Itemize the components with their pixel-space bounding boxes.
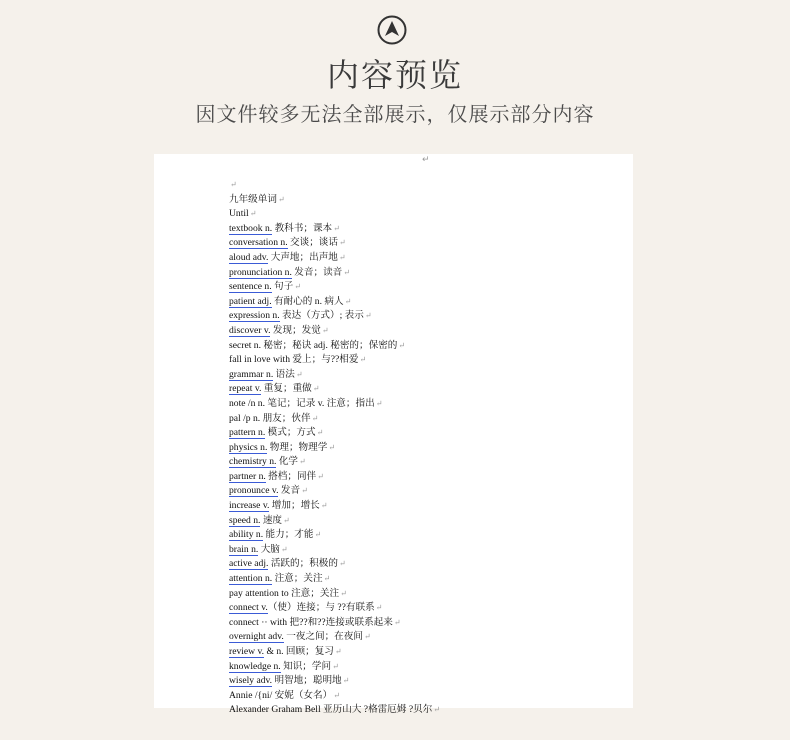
line-definition: 活跃的；积极的 xyxy=(268,558,338,570)
line-definition: 大声地；出声地 xyxy=(268,251,338,263)
line-term: brain n. xyxy=(229,543,259,555)
paragraph-mark: ↵ xyxy=(333,690,340,700)
line-term: textbook n. xyxy=(229,222,273,234)
line-term: physics n. xyxy=(229,441,268,453)
line-definition: 化学 xyxy=(276,456,299,468)
line-definition: 发现；发觉 xyxy=(270,324,321,336)
line-definition: 一夜之间；在夜间 xyxy=(283,631,363,643)
paragraph-mark: ↵ xyxy=(320,501,328,511)
paragraph-mark: ↵ xyxy=(344,296,352,306)
paragraph-mark: ↵ xyxy=(433,705,440,715)
line-term: Annie /{ni/ 安妮（女名） xyxy=(229,689,333,701)
document-line xyxy=(229,470,624,485)
paragraph-mark: ↵ xyxy=(375,398,383,408)
paragraph-mark: ↵ xyxy=(338,252,346,262)
line-definition: 模式；方式 xyxy=(265,427,316,439)
document-line xyxy=(229,630,624,645)
line-definition: （使）连接；与 ??有联系 xyxy=(267,602,375,614)
line-definition: 能力；才能 xyxy=(263,529,314,541)
document-line xyxy=(229,441,624,456)
document-line xyxy=(229,674,624,689)
line-term: partner n. xyxy=(229,470,266,482)
line-term: Until xyxy=(229,208,249,220)
line-definition: 交谈；谈话 xyxy=(287,237,338,249)
document-line xyxy=(229,251,624,266)
line-term: pattern n. xyxy=(229,427,266,439)
line-definition: 增加；增长 xyxy=(269,500,320,512)
paragraph-mark: ↵ xyxy=(332,661,339,671)
document-line xyxy=(229,309,624,324)
document-line xyxy=(229,324,624,339)
line-definition: 注意；关注 xyxy=(272,573,323,585)
document-line xyxy=(229,645,624,660)
line-term: repeat v. xyxy=(229,383,262,395)
document-line xyxy=(229,616,624,631)
line-term: discover v. xyxy=(229,324,271,336)
line-term: Alexander Graham Bell 亚历山大 ?格雷厄姆 ?贝尔 xyxy=(229,704,433,716)
line-term: review v. xyxy=(229,646,265,657)
paragraph-mark: ↵ xyxy=(294,282,301,292)
document-line xyxy=(229,557,624,572)
line-term: pronounce v. xyxy=(229,485,279,497)
line-definition: 表达（方式）; 表示 xyxy=(279,310,364,322)
document-line xyxy=(229,689,624,704)
line-term: ability n. xyxy=(229,529,264,541)
line-definition: 发音 xyxy=(278,485,301,497)
line-definition: 朋友；伙伴 xyxy=(260,412,311,424)
paragraph-mark: ↵ xyxy=(295,369,303,379)
document-line xyxy=(229,601,624,616)
document-line xyxy=(229,703,624,718)
document-line xyxy=(229,236,624,251)
paragraph-mark: ↵ xyxy=(230,180,237,189)
line-term: note /n n. 笔记；记录 v. 注意；指出 xyxy=(229,397,375,409)
document-line xyxy=(229,397,624,412)
paragraph-mark: ↵ xyxy=(323,574,331,584)
paragraph-mark: ↵ xyxy=(342,676,350,686)
paragraph-mark: ↵ xyxy=(321,325,329,335)
paragraph-mark: ↵ xyxy=(328,442,336,452)
document-line xyxy=(229,368,624,383)
line-term: active adj. xyxy=(229,558,269,570)
document-line xyxy=(229,193,624,208)
document-line xyxy=(229,280,624,295)
line-term: sentence n. xyxy=(229,281,272,293)
document-line xyxy=(229,382,624,397)
line-definition: 教科书；课本 xyxy=(272,222,333,234)
paragraph-mark: ↵ xyxy=(314,530,322,540)
logo-icon xyxy=(377,15,407,45)
line-definition: 知识；学问 xyxy=(280,660,332,672)
paragraph-mark: ↵ xyxy=(283,515,290,525)
line-term: speed n. xyxy=(229,514,261,526)
line-term: pal /p n. xyxy=(229,412,261,424)
document-line xyxy=(229,426,624,441)
paragraph-mark: ↵ xyxy=(340,588,347,598)
line-term: attention n. xyxy=(229,573,273,585)
document-line xyxy=(229,295,624,310)
line-definition: 物理；物理学 xyxy=(267,441,328,453)
line-term: connect v. xyxy=(229,602,268,614)
page-title: 内容预览 xyxy=(326,56,463,94)
paragraph-mark: ↵ xyxy=(375,603,383,613)
document-line xyxy=(229,178,624,193)
paragraph-mark: ↵ xyxy=(338,559,346,569)
line-term: grammar n. xyxy=(229,368,274,380)
paragraph-mark: ↵ xyxy=(343,267,350,277)
line-definition: 明智地；聪明地 xyxy=(272,675,342,687)
paragraph-mark: ↵ xyxy=(311,413,319,423)
line-term: pronunciation n. xyxy=(229,266,292,278)
line-term: fall in love with 爱上；与??相爱 xyxy=(229,354,359,366)
line-term: secret n. 秘密；秘诀 adj. 秘密的；保密的 xyxy=(229,339,398,351)
document-line xyxy=(229,412,624,427)
document-line xyxy=(229,572,624,587)
line-term: chemistry n. xyxy=(229,456,277,468)
document-line xyxy=(229,514,624,529)
paragraph-mark: ↵ xyxy=(363,632,371,642)
line-term: aloud adv. xyxy=(229,251,269,263)
document-lines xyxy=(229,178,624,718)
paragraph-mark: ↵ xyxy=(317,471,324,481)
paragraph-mark: ↵ xyxy=(301,486,308,496)
page-subtitle: 因文件较多无法全部展示，仅展示部分内容 xyxy=(195,102,595,126)
paragraph-mark: ↵ xyxy=(333,223,340,233)
line-term: overnight adv. xyxy=(229,631,284,643)
document-line xyxy=(229,484,624,499)
document-line xyxy=(229,353,624,368)
document-line xyxy=(229,455,624,470)
paragraph-mark: ↵ xyxy=(316,428,324,438)
document-line xyxy=(229,207,624,222)
paragraph-mark: ↵ xyxy=(398,340,406,350)
document-line xyxy=(229,499,624,514)
paragraph-mark: ↵ xyxy=(334,647,342,656)
line-term: wisely adv. xyxy=(229,675,273,687)
line-definition: & n. 回顾；复习 xyxy=(264,646,334,657)
document-line xyxy=(229,587,624,602)
paragraph-mark: ↵ xyxy=(299,457,306,467)
line-term: increase v. xyxy=(229,500,270,512)
line-term: connect ·· with 把??和??连接或联系起来 xyxy=(229,616,393,628)
paragraph-mark: ↵ xyxy=(393,617,401,627)
paragraph-mark: ↵ xyxy=(359,355,367,365)
paragraph-mark: ↵ xyxy=(280,544,288,554)
paragraph-mark: ↵ xyxy=(339,238,346,248)
line-term: expression n. xyxy=(229,310,280,322)
line-definition: 句子 xyxy=(271,281,294,293)
line-definition: 速度 xyxy=(260,514,283,526)
paragraph-mark: ↵ xyxy=(364,311,372,321)
line-definition: 有耐心的 n. 病人 xyxy=(271,295,344,307)
document-line xyxy=(229,660,624,675)
paragraph-mark: ↵ xyxy=(422,155,430,165)
line-definition: 语法 xyxy=(273,368,295,380)
document-line xyxy=(229,222,624,237)
line-term: knowledge n. xyxy=(229,660,281,672)
line-definition: 大脑 xyxy=(258,543,280,555)
paragraph-mark: ↵ xyxy=(312,384,320,394)
line-definition: 重复；重做 xyxy=(261,383,312,395)
paragraph-mark: ↵ xyxy=(249,209,257,219)
line-term: conversation n. xyxy=(229,237,288,249)
line-term: patient adj. xyxy=(229,295,272,307)
document-preview xyxy=(154,154,633,716)
paragraph-mark: ↵ xyxy=(277,194,285,204)
line-definition: 搭档；同伴 xyxy=(265,470,317,482)
document-line xyxy=(229,266,624,281)
document-line xyxy=(229,543,624,558)
line-definition: 发音；读音 xyxy=(291,266,343,278)
line-term: 九年级单词 xyxy=(229,193,277,205)
document-line xyxy=(229,339,624,354)
document-line xyxy=(229,528,624,543)
line-term: pay attention to 注意；关注 xyxy=(229,587,340,599)
